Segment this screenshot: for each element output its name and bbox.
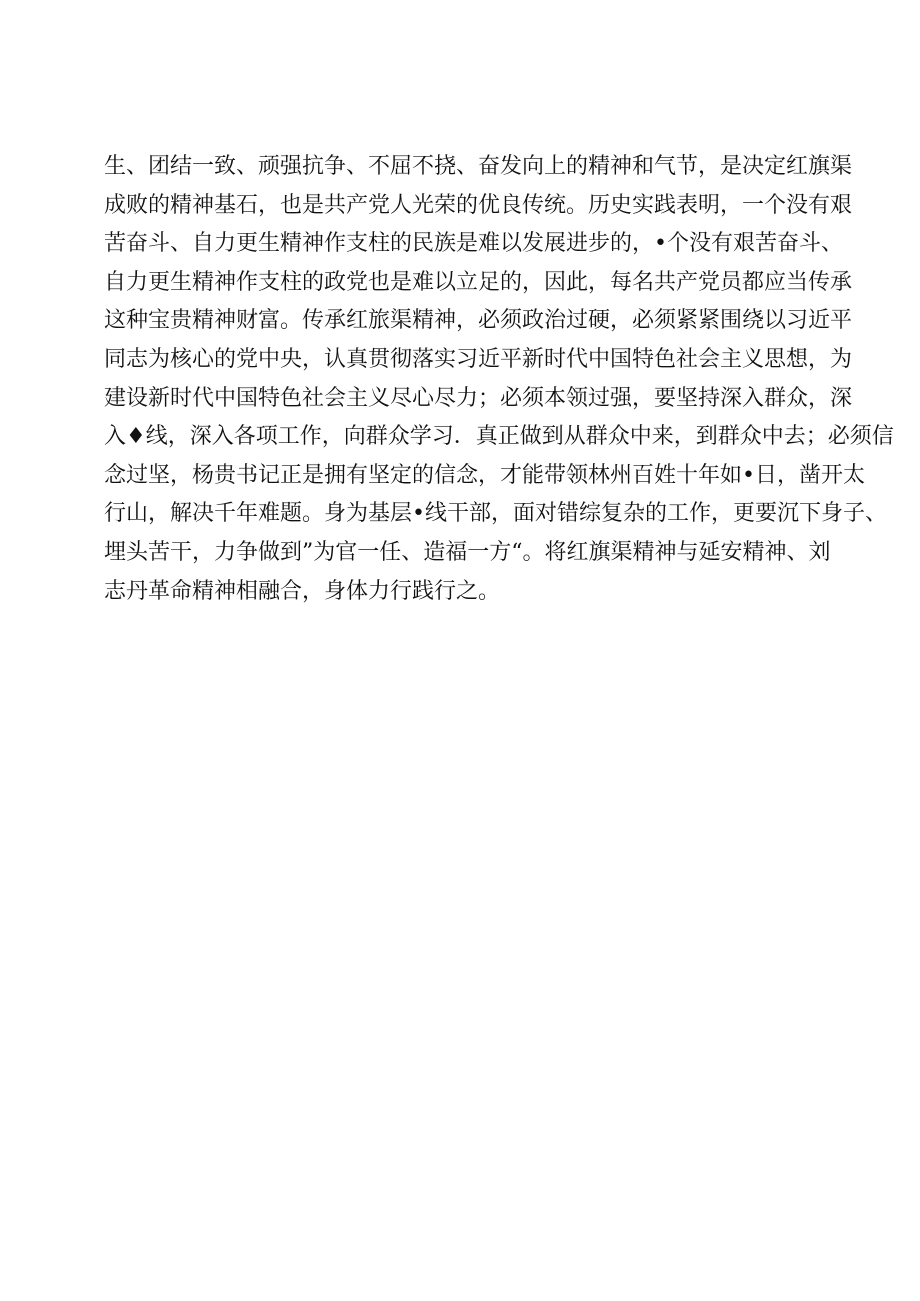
paragraph-line-1: 生、团结一致、顽强抗争、不屈不挠、奋发向上的精神和气节，是决定红旗渠 (104, 154, 853, 179)
paragraph-line-2: 成败的精神基石，也是共产党人光荣的优良传统。历史实践表明，一个没有艰 (104, 192, 853, 218)
paragraph-line-7: 建设新时代中国特色社会主义尽心尽力；必须本领过强，要坚持深入群众，深 (104, 385, 853, 411)
paragraph-line-9: 念过坚，杨贵书记正是拥有坚定的信念，才能带领林州百姓十年如•日，凿开太 (104, 462, 865, 488)
paragraph-line-5: 这种宝贵精神财富。传承红旅渠精神，必须政治过硬，必须紧紧围绕以习近平 (104, 308, 853, 334)
body-paragraph (104, 148, 894, 611)
paragraph-line-8: 入♦线，深入各项工作，向群众学习．真正做到从群众中来，到群众中去；必须信 (104, 424, 894, 450)
paragraph-line-6: 同志为核心的党中央，认真贯彻落实习近平新时代中国特色社会主义思想，为 (104, 346, 853, 372)
paragraph-line-12: 志丹革命精神相融合，身体力行践行之。 (104, 578, 501, 604)
paragraph-line-10: 行山，解决千年难题。身为基层•线干部，面对错综复杂的工作，更要沉下身子、 (104, 501, 887, 527)
paragraph-line-4: 自力更生精神作支柱的政党也是难以立足的，因此，每名共产党员都应当传承 (104, 269, 853, 295)
paragraph-line-3: 苦奋斗、自力更生精神作支柱的民族是难以发展进步的，•个没有艰苦奋斗、 (104, 231, 843, 257)
paragraph-line-11: 埋头苦干，力争做到”为官一任、造福一方“。将红旗渠精神与延安精神、刘 (104, 539, 831, 565)
